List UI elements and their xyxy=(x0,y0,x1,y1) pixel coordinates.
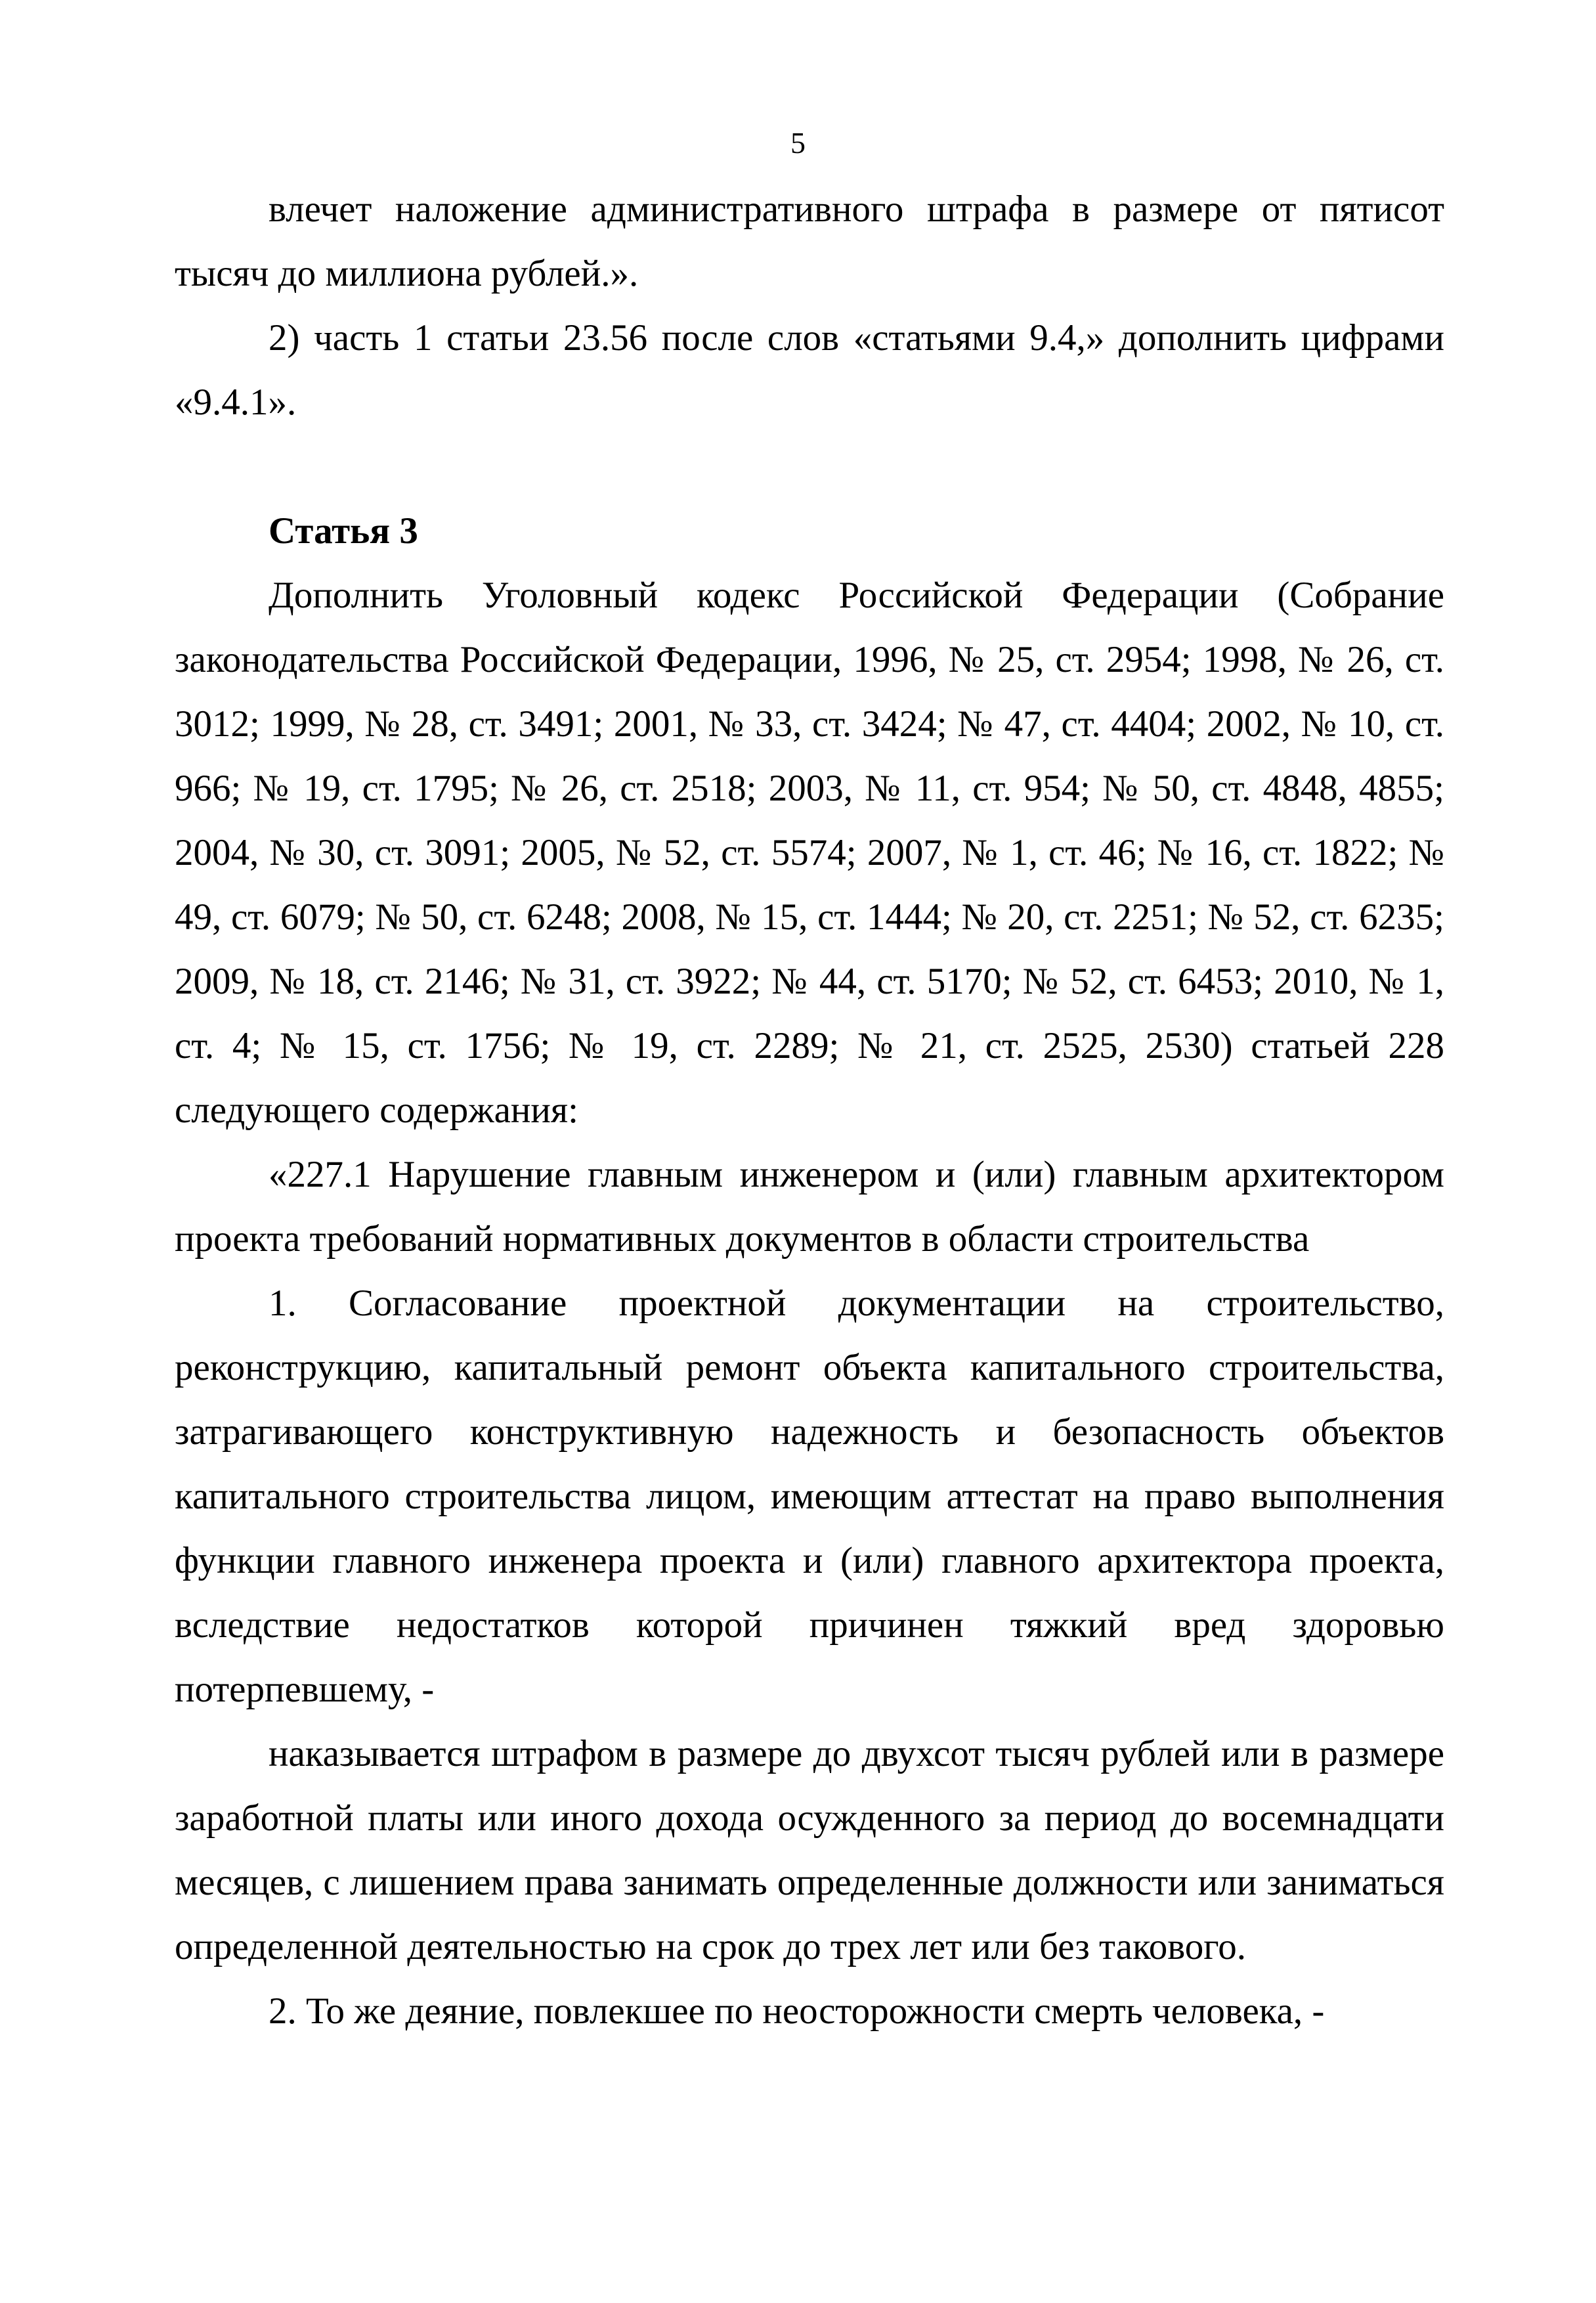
paragraph-criminal-code-addition: Дополнить Уголовный кодекс Российской Федерации (Собрание законодательства Российской Федерации, 1996, № 25, ст. 2954; 1998, № 26, ст. 3012; 1999, № 28, ст. 3491; 2001, № 33, ст. 3424; № 47, ст. 4404; 2002, № 10, ст. 966; № 19, ст. 1795; № 26, ст. 2518; 2003, № 11, ст. 954; № 50, ст. 4848, 4855; 2004, № 30, ст. 3091; 2005, № 52, ст. 5574; 2007, № 1, ст. 46; № 16, ст. 1822; № 49, ст. 6079; № 50, ст. 6248; 2008, № 15, ст. 1444; № 20, ст. 2251; № 52, ст. 6235; 2009, № 18, ст. 2146; № 31, ст. 3922; № 44, ст. 5170; № 52, ст. 6453; 2010, № 1, ст. 4; № 15, ст. 1756; № 19, ст. 2289; № 21, ст. 2525, 2530) статьей 228 следующего содержания: xyxy=(175,575,1444,1131)
document-body xyxy=(175,177,1444,2044)
paragraph-part-2: 2. То же деяние, повлекшее по неосторожности смерть человека, - xyxy=(269,1990,1325,2032)
paragraph-fine-continuation: влечет наложение административного штрафа в размере от пятисот тысяч до миллиона рублей.». xyxy=(175,188,1444,294)
paragraph-part-1: 1. Согласование проектной документации на строительство, реконструкцию, капитальный ремонт объекта капитального строительства, затрагивающего конструктивную надежность и безопасность объектов капитального строительства лицом, имеющим аттестат на право выполнения функции главного инженера проекта и (или) главного архитектора проекта, вследствие недостатков которой причинен тяжкий вред здоровью потерпевшему, - xyxy=(175,1283,1444,1710)
page-number: 5 xyxy=(790,126,806,160)
article-heading: Статья 3 xyxy=(269,510,418,552)
paragraph-amendment-2: 2) часть 1 статьи 23.56 после слов «статьями 9.4,» дополнить цифрами «9.4.1». xyxy=(175,317,1444,423)
paragraph-article-title: «227.1 Нарушение главным инженером и (или) главным архитектором проекта требований нормативных документов в области строительства xyxy=(175,1154,1444,1260)
paragraph-punishment: наказывается штрафом в размере до двухсот тысяч рублей или в размере заработной платы или иного дохода осужденного за период до восемнадцати месяцев, с лишением права занимать определенные должности или заниматься определенной деятельностью на срок до трех лет или без такового. xyxy=(175,1733,1444,1967)
